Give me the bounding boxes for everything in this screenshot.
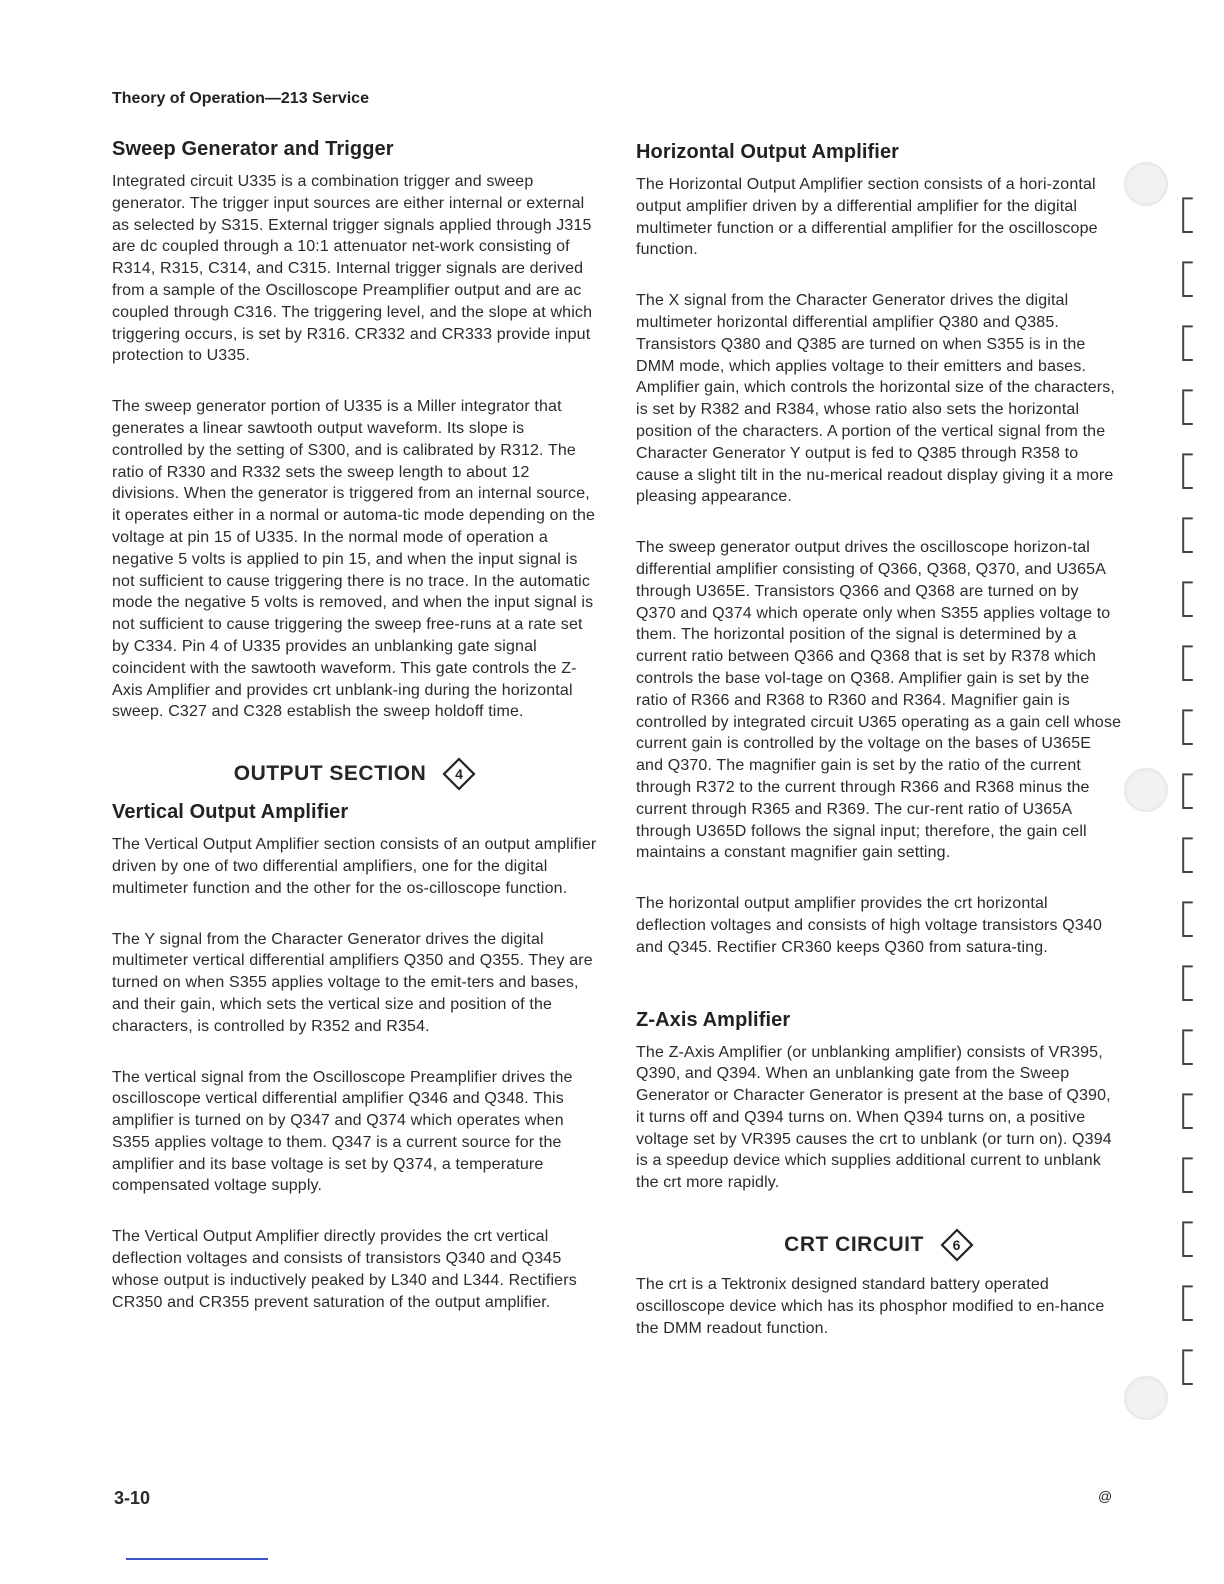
page-number: 3-10 xyxy=(114,1488,151,1508)
horizontal-paragraph-1: The Horizontal Output Amplifier section consists of a hori-zontal output amplifier driven by a differential amplifier for the digital multimeter function or a differential amplifier for the oscilloscope function. xyxy=(636,176,1098,259)
output-section-title xyxy=(112,757,598,791)
right-column xyxy=(636,141,1122,1368)
binder-tabs-icon xyxy=(1180,20,1196,1580)
crt-paragraph-1: The crt is a Tektronix designed standard battery operated oscilloscope device which has its phosphor modified to en-hance the DMM readout function. xyxy=(636,1276,1105,1337)
vertical-paragraph-4: The Vertical Output Amplifier directly provides the crt vertical deflection voltages and consists of transistors Q340 and Q345 whose output is inductively peaked by L340 and L344. Rectifiers CR350 and CR355 prevent saturation of the output amplifier. xyxy=(112,1228,577,1311)
crt-section-title xyxy=(636,1228,1122,1262)
sweep-paragraph-1: Integrated circuit U335 is a combination trigger and sweep generator. The trigger input sources are either internal or external as selected by S315. External trigger signals applied through J315 are dc coupled through a 10:1 attenuator net-work consisting of R314, R315, C314, and C315. Internal trigger signals are derived from a sample of the Oscilloscope Preamplifier output and are ac coupled through C316. The triggering level, and the slope at which triggering occurs, is set by R316. CR332 and CR333 provide input protection to U335. xyxy=(112,173,593,365)
diamond-badge-icon xyxy=(442,757,476,791)
output-section-label: OUTPUT SECTION xyxy=(233,762,427,786)
horizontal-heading: Horizontal Output Amplifier xyxy=(636,141,900,163)
vertical-paragraph-2: The Y signal from the Character Generator drives the digital multimeter vertical differential amplifiers Q350 and Q355. They are turned on when S355 applies voltage to the emit-ters and bases, and their gain, which sets the vertical size and position of the characters, is controlled by R352 and R354. xyxy=(112,930,593,1035)
punch-hole xyxy=(1124,768,1168,812)
punch-hole xyxy=(1124,162,1168,206)
vertical-paragraph-3: The vertical signal from the Oscilloscope Preamplifier drives the oscilloscope vertical differential amplifier Q346 and Q348. This amplifier is turned on by Q347 and Q374 which operates when S355 applies voltage to them. Q347 is a current source for the amplifier and its base voltage is set by Q374, a temperature compensated voltage supply. xyxy=(112,1068,573,1195)
horizontal-paragraph-4: The horizontal output amplifier provides the crt horizontal deflection voltages and consists of high voltage transistors Q340 and Q345. Rectifier CR360 keeps Q360 from satura-ting. xyxy=(636,895,1103,956)
sweep-heading: Sweep Generator and Trigger xyxy=(112,138,394,160)
vertical-heading: Vertical Output Amplifier xyxy=(112,801,349,824)
punch-hole xyxy=(1124,1376,1168,1420)
crt-section-badge: 6 xyxy=(952,1237,961,1254)
horizontal-paragraph-3: The sweep generator output drives the oscilloscope horizon-tal differential amplifier consisting of Q366, Q368, Q370, and U365A through U365E. Transistors Q366 and Q368 are turned on by Q370 and Q374 which operate only when S355 applies voltage to them. The horizontal position of the signal is determined by a current ratio between Q366 and Q368 that is set by R378 which controls the base vol-tage on Q368. Amplifier gain is set by the ratio of R366 and R368 to R360 and R364. Magnifier gain is controlled by integrated circuit U365 operating as a gain cell whose current gain is controlled by the voltage on the bases of U365E and Q370. The magnifier gain is set by the ratio of the current through R372 to the current through R366 and R368 minus the current through R365 and R369. The cur-rent ratio of U365A through U365D follows the signal input; therefore, the gain cell maintains a constant magnifier gain setting. xyxy=(636,539,1122,862)
sweep-paragraph-2: The sweep generator portion of U335 is a Miller integrator that generates a linear sawtooth output waveform. Its slope is controlled by the setting of S300, and is calibrated by R312. The ratio of R330 and R332 sets the sweep length to about 12 divisions. When the generator is triggered from an internal source, it operates either in a normal or automa-tic mode depending on the voltage at pin 15 of U335. In the normal mode of operation a negative 5 volts is applied to pin 15, and when the input signal is not sufficient to cause triggering there is no trace. In the automatic mode the negative 5 volts is removed, and when the input signal is not sufficient to cause triggering the sweep free-runs at a rate set by C334. Pin 4 of U335 provides an unblanking gate signal coincident with the sawtooth waveform. This gate controls the Z-Axis Amplifier and provides crt unblank-ing during the horizontal sweep. C327 and C328 establish the sweep holdoff time. xyxy=(112,398,596,721)
running-header: Theory of Operation—213 Service xyxy=(112,90,369,107)
output-section-badge: 4 xyxy=(455,766,464,783)
zaxis-heading: Z-Axis Amplifier xyxy=(636,1008,791,1031)
diamond-badge-icon xyxy=(940,1228,974,1262)
vertical-paragraph-1: The Vertical Output Amplifier section consists of an output amplifier driven by one of two differential amplifiers, one for the digital multimeter function and the other for the os-cilloscope function. xyxy=(112,836,597,897)
scan-mark xyxy=(126,1558,268,1560)
left-column xyxy=(112,138,598,1342)
footer-mark: @ xyxy=(1098,1488,1113,1504)
zaxis-paragraph-1: The Z-Axis Amplifier (or unblanking amplifier) consists of VR395, Q390, and Q394. When an unblanking gate from the Sweep Generator or Character Generator is present at the base of Q390, it turns off and Q394 turns on. When Q394 turns on, a positive voltage set by VR395 causes the crt to unblank (or turn on). Q394 is a speedup device which supplies additional current to unblank the crt more rapidly. xyxy=(636,1043,1112,1192)
horizontal-paragraph-2: The X signal from the Character Generator drives the digital multimeter horizontal differential amplifier Q380 and Q385. Transistors Q380 and Q385 are turned on when S355 is in the DMM mode, which applies voltage to their emitters and bases. Amplifier gain, which controls the horizontal size of the characters, is set by R382 and R384, whose ratio also sets the horizontal position of the characters. A portion of the vertical signal from the Character Generator Y output is fed to Q385 through R358 to cause a slight tilt in the nu-merical readout display giving it a more pleasing appearance. xyxy=(636,292,1116,506)
crt-section-label: CRT CIRCUIT xyxy=(784,1233,924,1257)
